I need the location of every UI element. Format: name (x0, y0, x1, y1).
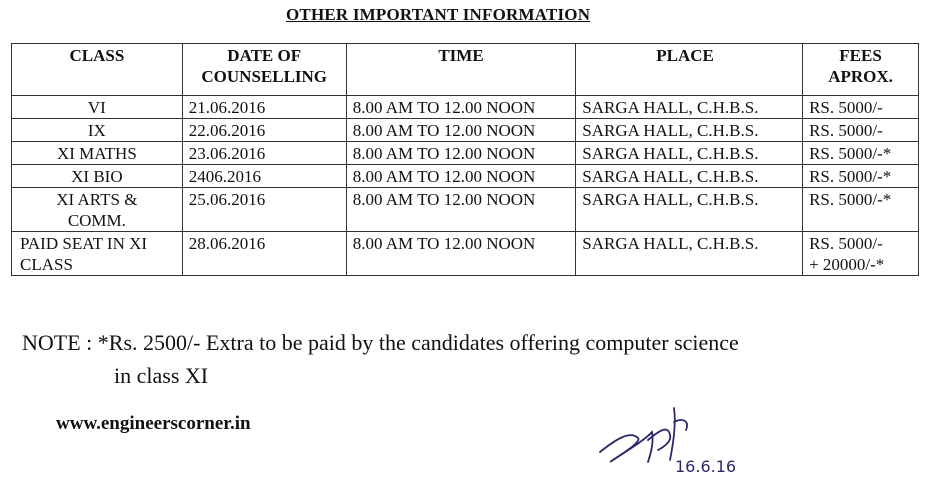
signature-date: 16.6.16 (675, 457, 737, 476)
cell-date: 22.06.2016 (182, 119, 346, 142)
header-date-line2: COUNSELLING (201, 67, 328, 86)
cell-time: 8.00 AM TO 12.00 NOON (346, 119, 576, 142)
cell-fees (803, 232, 919, 276)
header-fees-line1: FEES (839, 46, 882, 65)
cell-date: 28.06.2016 (182, 232, 346, 276)
cell-date: 21.06.2016 (182, 96, 346, 119)
document-title: OTHER IMPORTANT INFORMATION (286, 5, 591, 24)
header-date (182, 44, 346, 96)
signature (590, 400, 760, 490)
cell-class: IX (12, 119, 183, 142)
header-fees-line2: APROX. (828, 67, 893, 86)
header-fees (803, 44, 919, 96)
cell-class (12, 232, 183, 276)
cell-fees: RS. 5000/- (803, 96, 919, 119)
cell-fees: RS. 5000/- (803, 119, 919, 142)
cell-class: XI MATHS (12, 142, 183, 165)
cell-class-line1: PAID SEAT IN XI (20, 234, 148, 253)
header-class: CLASS (12, 44, 183, 96)
cell-date: 23.06.2016 (182, 142, 346, 165)
cell-place: SARGA HALL, C.H.B.S. (576, 142, 803, 165)
cell-fees-line2: + 20000/-* (809, 255, 885, 274)
cell-class-line2: COMM. (67, 211, 126, 230)
table-row (12, 96, 919, 119)
table-row (12, 232, 919, 276)
table-row (12, 188, 919, 232)
note-text (22, 326, 739, 392)
cell-place: SARGA HALL, C.H.B.S. (576, 165, 803, 188)
cell-place: SARGA HALL, C.H.B.S. (576, 96, 803, 119)
cell-place: SARGA HALL, C.H.B.S. (576, 232, 803, 276)
cell-fees: RS. 5000/-* (803, 188, 919, 232)
note-line1: NOTE : *Rs. 2500/- Extra to be paid by the candidates offering computer science (22, 330, 739, 355)
cell-place: SARGA HALL, C.H.B.S. (576, 188, 803, 232)
cell-class: VI (12, 96, 183, 119)
header-date-line1: DATE OF (227, 46, 302, 65)
table-header-row (12, 44, 919, 96)
counselling-table (11, 43, 919, 276)
cell-time: 8.00 AM TO 12.00 NOON (346, 142, 576, 165)
cell-class-line1: XI ARTS & (56, 190, 138, 209)
cell-class: XI BIO (12, 165, 183, 188)
cell-class (12, 188, 183, 232)
note-line2: in class XI (114, 363, 209, 388)
cell-time: 8.00 AM TO 12.00 NOON (346, 232, 576, 276)
cell-fees-line1: RS. 5000/- (809, 234, 883, 253)
cell-time: 8.00 AM TO 12.00 NOON (346, 96, 576, 119)
table-row (12, 142, 919, 165)
cell-date: 2406.2016 (182, 165, 346, 188)
table-row (12, 165, 919, 188)
cell-time: 8.00 AM TO 12.00 NOON (346, 188, 576, 232)
cell-class-line2: CLASS (20, 255, 73, 274)
cell-date: 25.06.2016 (182, 188, 346, 232)
header-place: PLACE (576, 44, 803, 96)
cell-fees: RS. 5000/-* (803, 142, 919, 165)
cell-time: 8.00 AM TO 12.00 NOON (346, 165, 576, 188)
cell-fees: RS. 5000/-* (803, 165, 919, 188)
cell-place: SARGA HALL, C.H.B.S. (576, 119, 803, 142)
header-time: TIME (346, 44, 576, 96)
website-url: www.engineerscorner.in (56, 413, 251, 434)
table-row (12, 119, 919, 142)
